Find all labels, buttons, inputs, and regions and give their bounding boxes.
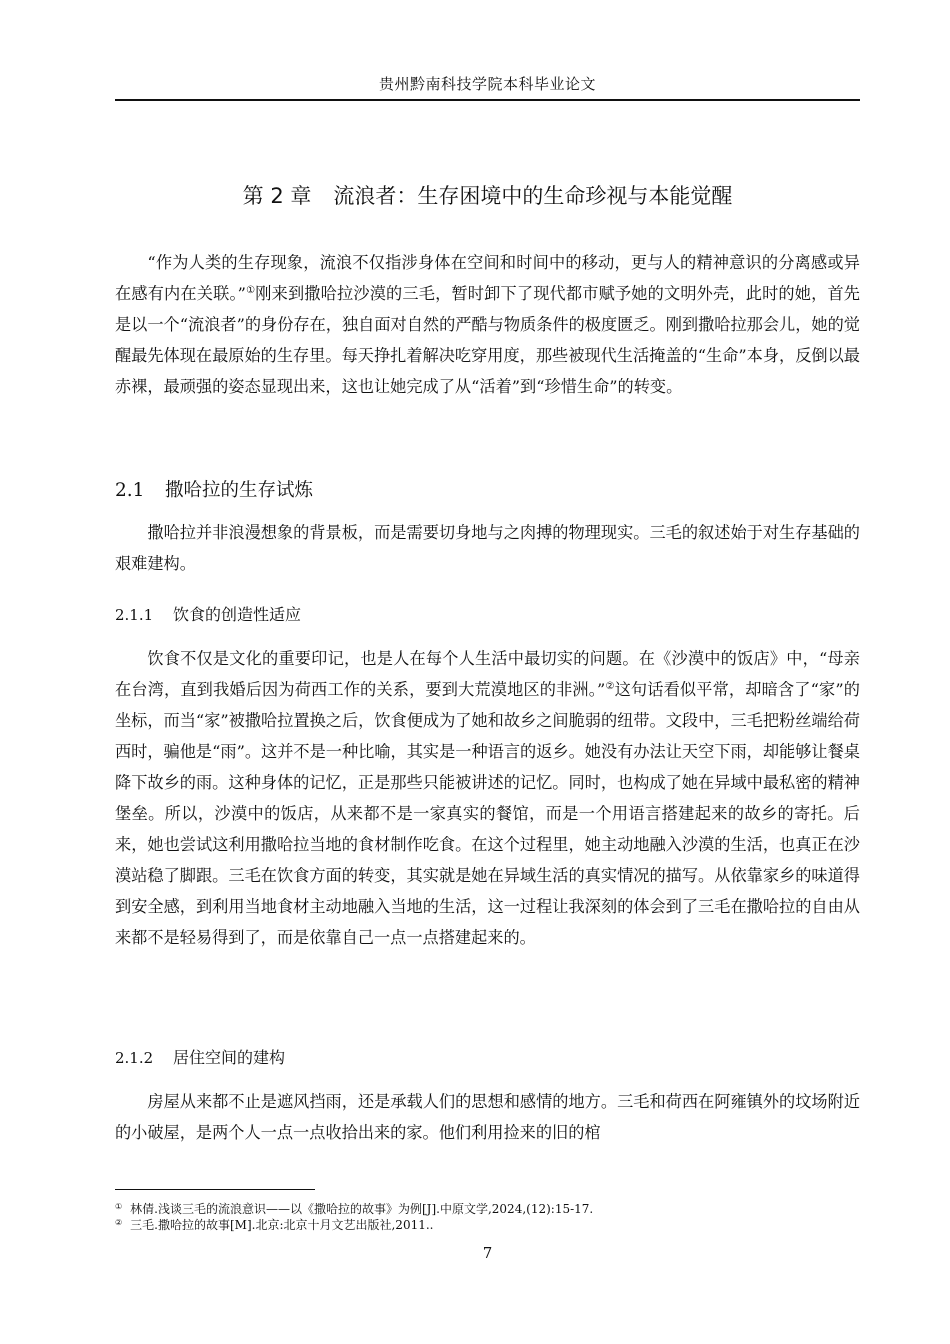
footnote-mark: ① [115, 1202, 123, 1211]
section-title: 撒哈拉的生存试炼 [165, 480, 314, 501]
section-2-1-1-text-2: 这句话看似平常，却暗含了“家”的坐标，而当“家”被撒哈拉置换之后，饮食便成为了她和故乡之间脆弱的纽带。文段中，三毛把粉丝端给荷西时，骗他是“雨”。这并不是一种比喻，其实是一种语言的返乡。她没有办法让天空下雨，却能够让餐桌降下故乡的雨。这种身体的记忆，正是那些只能被讲述的记忆。同时，也构成了她在异域中最私密的精神堡垒。所以，沙漠中的饭店，从来都不是一家真实的餐馆，而是一个用语言搭建起来的故乡的寄托。后来，她也尝试这利用撒哈拉当地的食材制作吃食。在这个过程里，她主动地融入沙漠的生活，也真正在沙漠站稳了脚跟。三毛在饮食方面的转变，其实就是她在异域生活的真实情况的描写。从依靠家乡的味道得到安全感，到利用当地食材主动地融入当地的生活，这一过程让我深刻的体会到了三毛在撒哈拉的自由从来都不是轻易得到了，而是依靠自己一点一点搭建起来的。 [115, 680, 860, 947]
subsection-number: 2.1.2 [115, 1049, 154, 1067]
section-2-1-1-paragraph [115, 643, 860, 953]
subsection-number: 2.1.1 [115, 606, 154, 624]
subsection-title: 居住空间的建构 [173, 1048, 286, 1067]
running-header: 贵州黔南科技学院本科毕业论文 [378, 75, 596, 93]
section-heading-2-1-1 [115, 601, 860, 629]
footnote-2 [115, 1215, 860, 1233]
header-rule [115, 99, 860, 101]
intro-text-1: “作为人类的生存现象，流浪不仅指涉身体在空间和时间中的移动，更与人的精神意识的分离感或异在感有内在关联。” [115, 253, 860, 303]
footnote-mark: ② [115, 1218, 123, 1227]
section-heading-2-1-2 [115, 1044, 860, 1072]
section-2-1-paragraph: 撒哈拉并非浪漫想象的背景板，而是需要切身地与之肉搏的物理现实。三毛的叙述始于对生存基础的艰难建构。 [115, 523, 860, 573]
chapter-number: 第 2 章 [242, 184, 312, 208]
subsection-title: 饮食的创造性适应 [173, 605, 302, 624]
intro-paragraph [115, 247, 860, 402]
section-2-1-2-paragraph: 房屋从来都不止是遮风挡雨，还是承载人们的思想和感情的地方。三毛和荷西在阿雍镇外的坟场附近的小破屋，是两个人一点一点收拾出来的家。他们利用捡来的旧的棺 [115, 1092, 860, 1142]
footnote-text: 林倩.浅谈三毛的流浪意识——以《撒哈拉的故事》为例[J].中原文学,2024,(12):15-17. [130, 1202, 594, 1216]
section-2-1-1-text-1: 饮食不仅是文化的重要印记，也是人在每个人生活中最切实的问题。在《沙漠中的饭店》中，“母亲在台湾，直到我婚后因为荷西工作的关系，要到大荒漠地区的非洲。” [115, 649, 860, 699]
footnote-ref-2[interactable]: ② [605, 681, 615, 692]
section-heading-2-1 [115, 476, 860, 506]
footnote-rule [115, 1189, 315, 1190]
chapter-title [115, 180, 860, 212]
section-number: 2.1 [115, 480, 145, 501]
footnote-ref-1[interactable]: ① [245, 285, 256, 296]
intro-text-2: 刚来到撒哈拉沙漠的三毛，暂时卸下了现代都市赋予她的文明外壳，此时的她，首先是以一个“流浪者”的身份存在，独自面对自然的严酷与物质条件的极度匮乏。刚到撒哈拉那会儿，她的觉醒最先体现在最原始的生存里。每天挣扎着解决吃穿用度，那些被现代生活掩盖的“生命”本身，反倒以最赤裸，最顽强的姿态显现出来，这也让她完成了从“活着”到“珍惜生命”的转变。 [115, 284, 860, 396]
page-number: 7 [482, 1244, 493, 1262]
footnote-text: 三毛.撒哈拉的故事[M].北京:北京十月文艺出版社,2011.. [130, 1218, 434, 1232]
chapter-title-text: 流浪者：生存困境中的生命珍视与本能觉醒 [333, 184, 733, 208]
